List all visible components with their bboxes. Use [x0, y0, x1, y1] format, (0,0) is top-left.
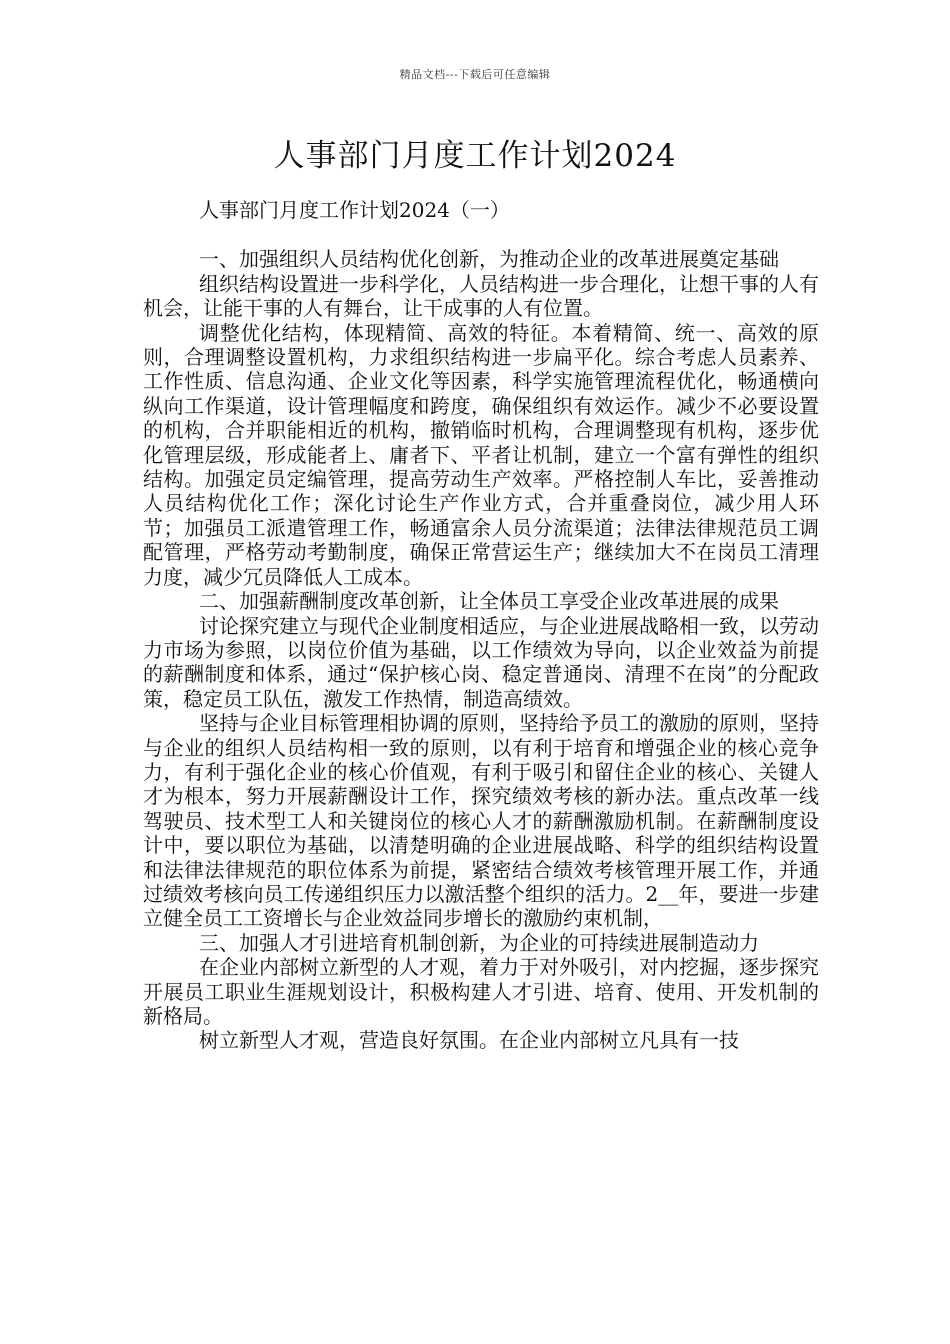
- body-paragraph: 在企业内部树立新型的人才观，着力于对外吸引，对内挖掘，逐步探究开展员工职业生涯规划设计，积极构建人才引进、培育、使用、开发机制的新格局。: [143, 955, 819, 1028]
- section-heading: 一、加强组织人员结构优化创新，为推动企业的改革进展奠定基础: [199, 247, 779, 272]
- document-title: 人事部门月度工作计划2024: [273, 138, 677, 174]
- body-paragraph: 组织结构设置进一步科学化，人员结构进一步合理化，让想干事的人有机会，让能干事的人有舞台，让干成事的人有位置。: [143, 271, 819, 321]
- section-heading: 三、加强人才引进培育机制创新，为企业的可持续进展制造动力: [199, 930, 759, 955]
- document-subtitle: 人事部门月度工作计划2024（一）: [199, 198, 510, 222]
- body-paragraph: 讨论探究建立与现代企业制度相适应，与企业进展战略相一致，以劳动力市场为参照，以岗位价值为基础，以工作绩效为导向，以企业效益为前提的薪酬制度和体系，通过“保护核心岗、稳定普通岗、清理不在岗”的分配政策，稳定员工队伍，激发工作热情，制造高绩效。: [143, 613, 819, 711]
- body-paragraph: 调整优化结构，体现精简、高效的特征。本着精简、统一、高效的原则，合理调整设置机构，力求组织结构进一步扁平化。综合考虑人员素养、工作性质、信息沟通、企业文化等因素，科学实施管理流程优化，畅通横向纵向工作渠道，设计管理幅度和跨度，确保组织有效运作。减少不必要设置的机构，合并职能相近的机构，撤销临时机构，合理调整现有机构，逐步优化管理层级，形成能者上、庸者下、平者让机制，建立一个富有弹性的组织结构。加强定员定编管理，提高劳动生产效率。严格控制人车比，妥善推动人员结构优化工作；深化讨论生产作业方式，合并重叠岗位，减少用人环节；加强员工派遣管理工作，畅通富余人员分流渠道；法律法律规范员工调配管理，严格劳动考勤制度，确保正常营运生产；继续加大不在岗员工清理力度，减少冗员降低人工成本。: [143, 320, 819, 589]
- document-body: [143, 198, 819, 1053]
- body-paragraph: 坚持与企业目标管理相协调的原则，坚持给予员工的激励的原则，坚持与企业的组织人员结构相一致的原则，以有利于培育和增强企业的核心竞争力，有利于强化企业的核心价值观，有利于吸引和留住企业的核心、关键人才为根本，努力开展薪酬设计工作，探究绩效考核的新办法。重点改革一线驾驶员、技术型工人和关键岗位的核心人才的薪酬激励机制。在薪酬制度设计中，要以职位为基础，以清楚明确的企业进展战略、科学的组织结构设置和法律法律规范的职位体系为前提，紧密结合绩效考核管理开展工作，并通过绩效考核向员工传递组织压力以激活整个组织的活力。2__年，要进一步建立健全员工工资增长与企业效益同步增长的激励约束机制，: [143, 711, 819, 931]
- body-paragraph: 树立新型人才观，营造良好氛围。在企业内部树立凡具有一技: [199, 1028, 739, 1053]
- section-heading: 二、加强薪酬制度改革创新，让全体员工享受企业改革进展的成果: [199, 589, 779, 614]
- header-note: 精品文档---下载后可任意编辑: [399, 68, 551, 81]
